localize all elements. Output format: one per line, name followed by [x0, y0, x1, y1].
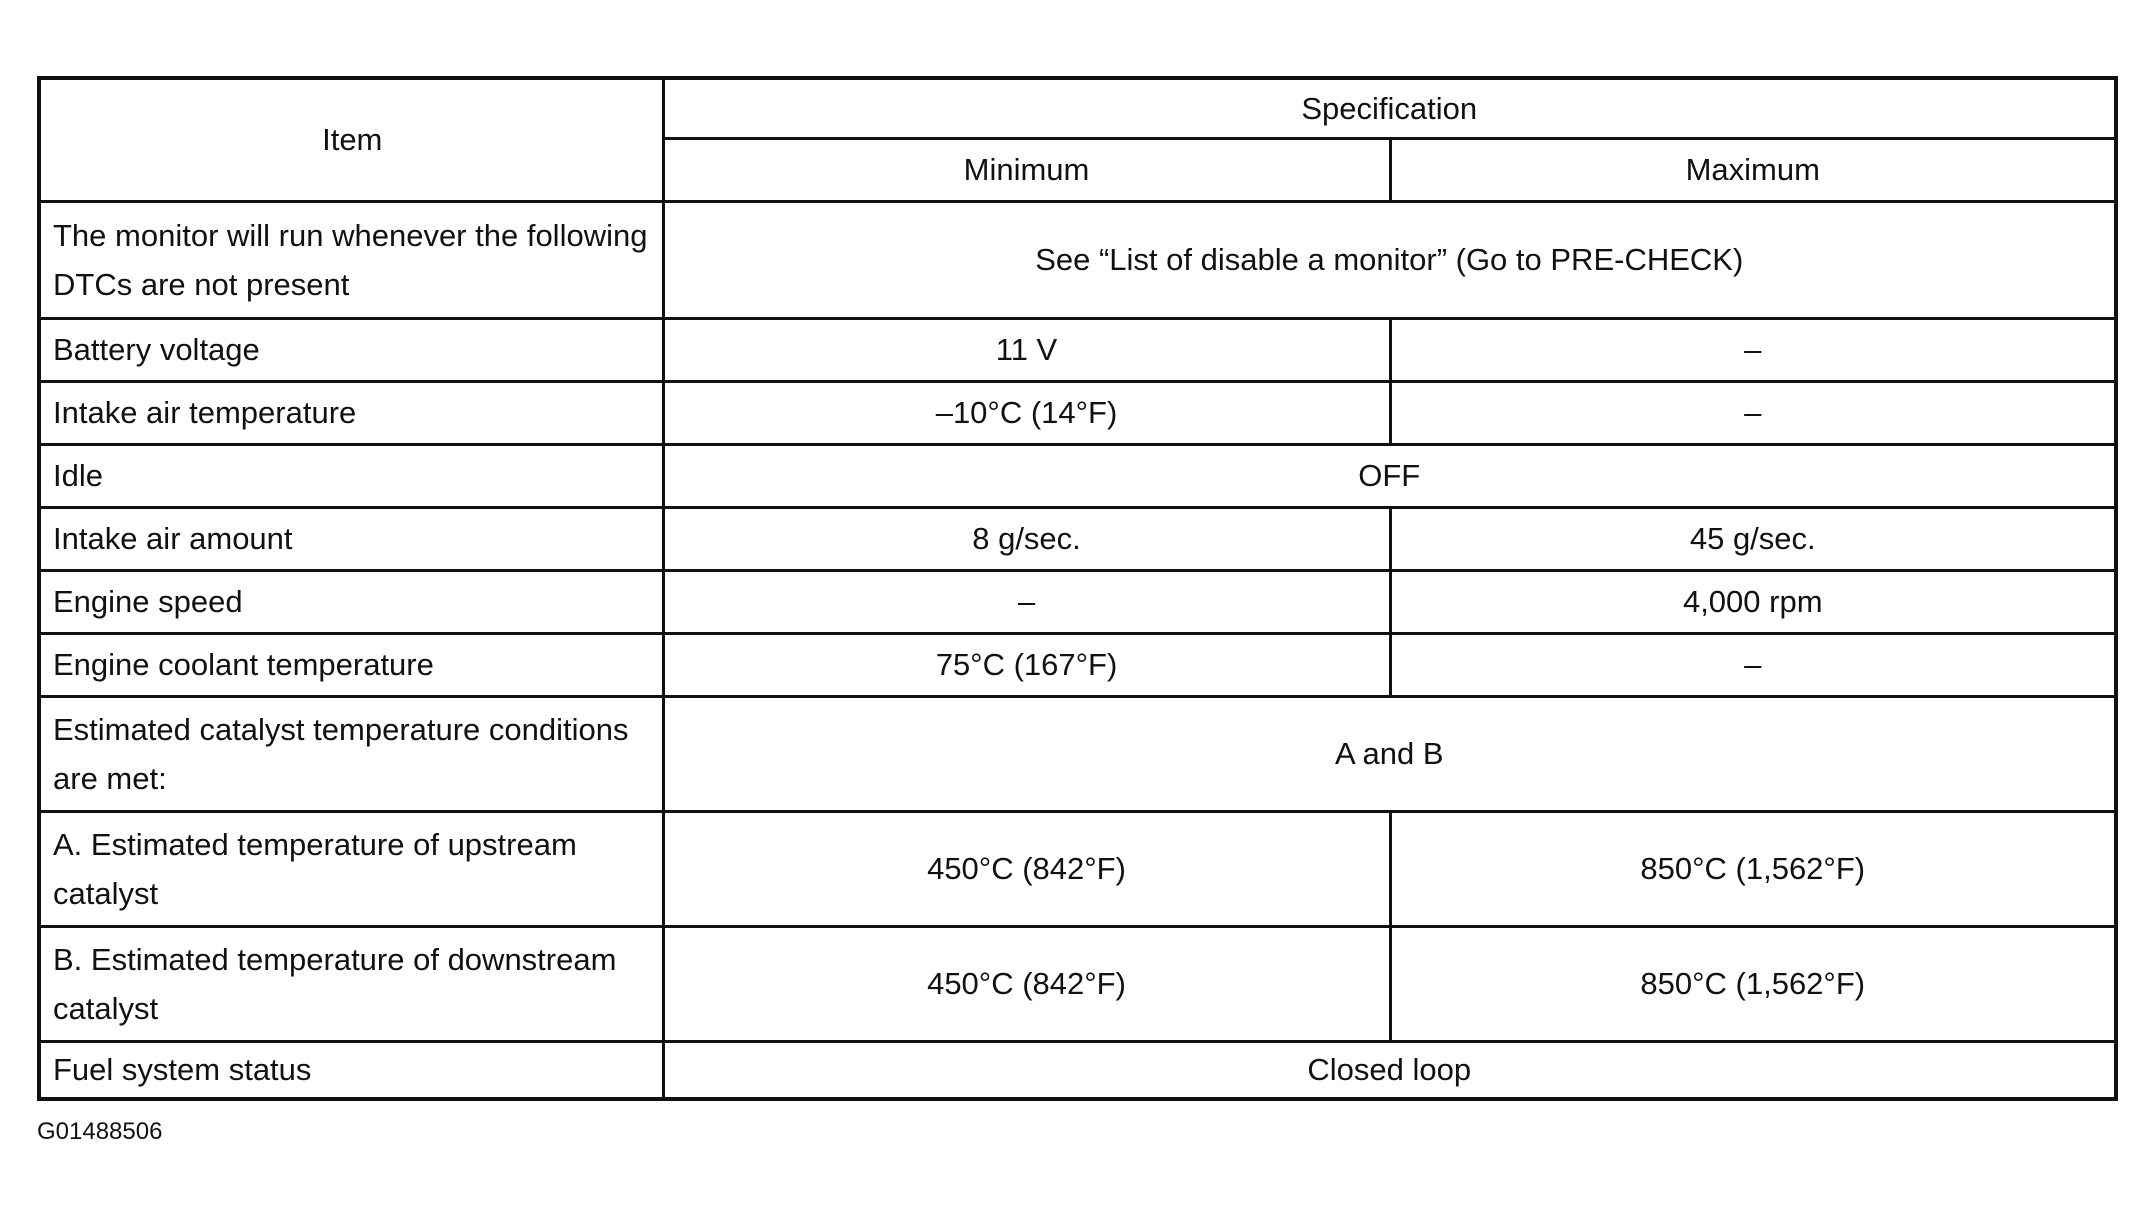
row-item: Engine coolant temperature	[39, 633, 663, 696]
table-row	[39, 1041, 2116, 1099]
row-item: A. Estimated temperature of upstream catalyst	[39, 811, 663, 926]
row-maximum: –	[1390, 381, 2116, 444]
row-maximum: 850°C (1,562°F)	[1390, 811, 2116, 926]
row-item: Intake air amount	[39, 507, 663, 570]
specification-table	[37, 76, 2118, 1101]
table-row	[39, 633, 2116, 696]
row-item: Intake air temperature	[39, 381, 663, 444]
table-row	[39, 444, 2116, 507]
row-minimum: –	[663, 570, 1390, 633]
table-row	[39, 507, 2116, 570]
table-row	[39, 696, 2116, 811]
table-row	[39, 201, 2116, 318]
row-minimum: –10°C (14°F)	[663, 381, 1390, 444]
row-maximum: –	[1390, 318, 2116, 381]
row-minimum: 450°C (842°F)	[663, 926, 1390, 1041]
row-item: Engine speed	[39, 570, 663, 633]
row-maximum: –	[1390, 633, 2116, 696]
row-maximum: 45 g/sec.	[1390, 507, 2116, 570]
row-maximum: 4,000 rpm	[1390, 570, 2116, 633]
specification-header: Specification	[663, 78, 2116, 138]
row-minimum: 8 g/sec.	[663, 507, 1390, 570]
row-item: Fuel system status	[39, 1041, 663, 1099]
maximum-header: Maximum	[1390, 138, 2116, 201]
row-item: Battery voltage	[39, 318, 663, 381]
minimum-header: Minimum	[663, 138, 1390, 201]
table-row	[39, 811, 2116, 926]
row-item: The monitor will run whenever the following DTCs are not present	[39, 201, 663, 318]
row-item: B. Estimated temperature of downstream catalyst	[39, 926, 663, 1041]
row-minimum: 75°C (167°F)	[663, 633, 1390, 696]
table-row	[39, 570, 2116, 633]
row-minimum: 450°C (842°F)	[663, 811, 1390, 926]
row-spec-span: OFF	[663, 444, 2116, 507]
table-row	[39, 318, 2116, 381]
row-minimum: 11 V	[663, 318, 1390, 381]
row-spec-span: A and B	[663, 696, 2116, 811]
row-spec-span: See “List of disable a monitor” (Go to PRE-CHECK)	[663, 201, 2116, 318]
row-item: Idle	[39, 444, 663, 507]
row-item: Estimated catalyst temperature conditions are met:	[39, 696, 663, 811]
header-row	[39, 78, 2116, 138]
table-row	[39, 381, 2116, 444]
item-column-header: Item	[39, 78, 663, 201]
row-maximum: 850°C (1,562°F)	[1390, 926, 2116, 1041]
row-spec-span: Closed loop	[663, 1041, 2116, 1099]
table-row	[39, 926, 2116, 1041]
figure-id: G01488506	[37, 1118, 163, 1145]
